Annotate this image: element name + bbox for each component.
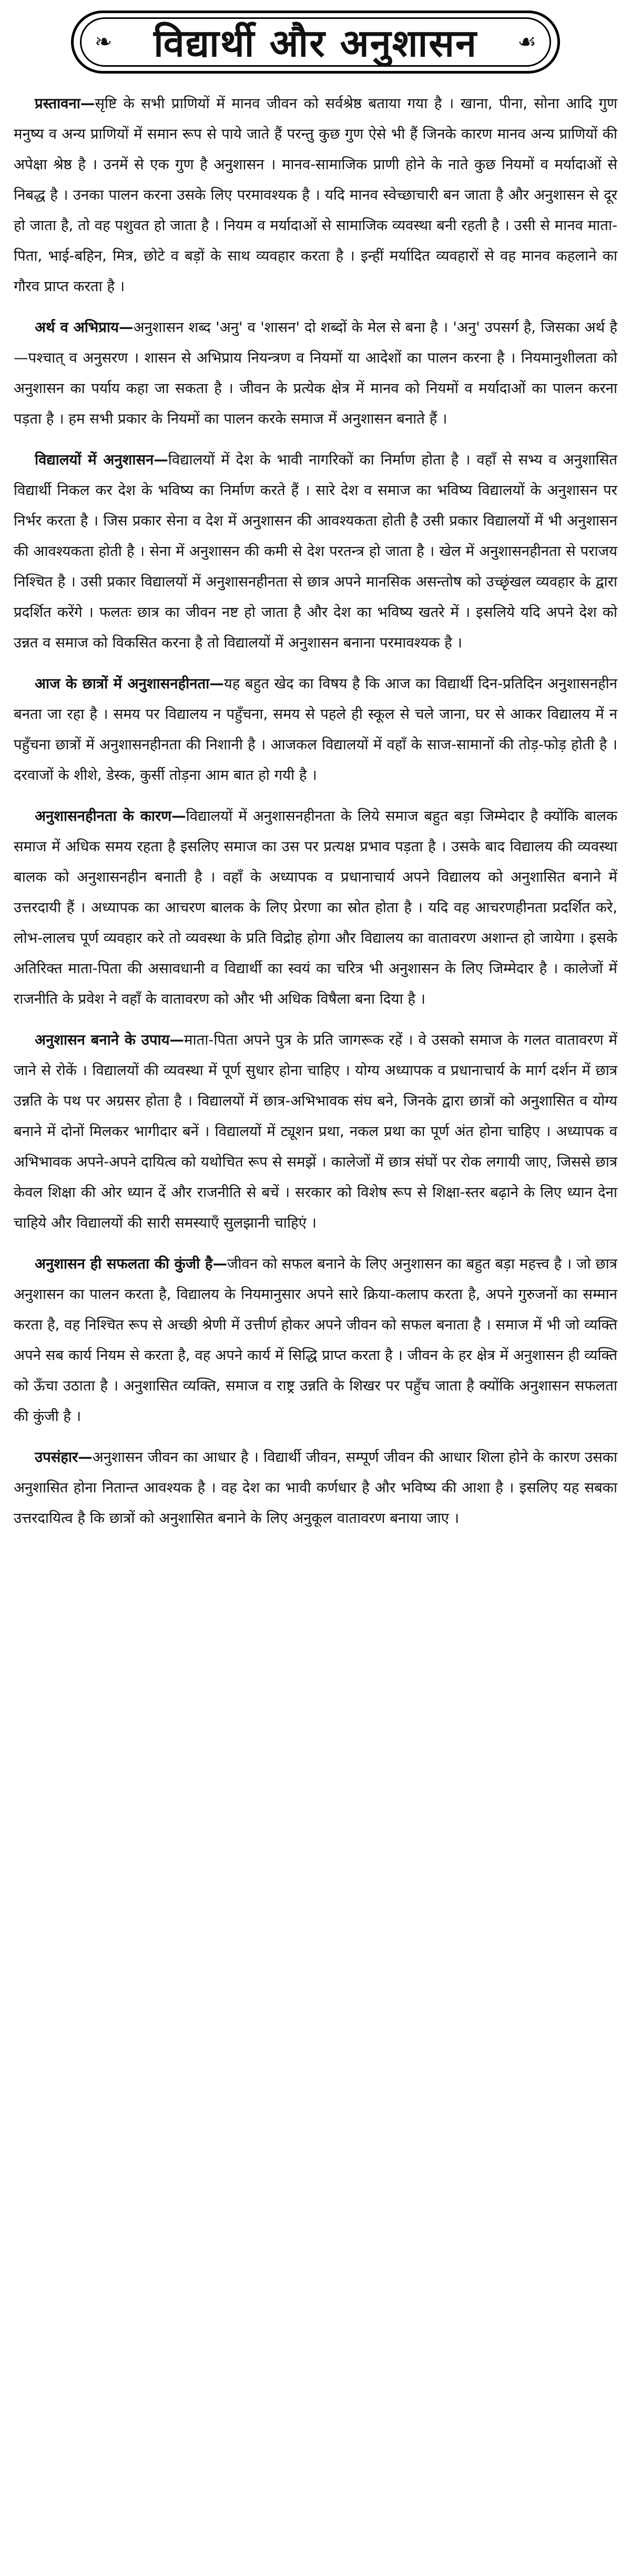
section-meaning xyxy=(14,312,617,434)
section-body: माता-पिता अपने पुत्र के प्रति जागरूक रहें । वे उसको समाज के गलत वातावरण में जाने से रोकें । विद्यालयों की व्यवस्था में पूर्ण सुधार होना चाहिए । योग्य अध्यापक व प्रधानाचार्य के मार्ग दर्शन में छात्र उन्नति के पथ पर अग्रसर होता है । विद्यालयों में छात्र-अभिभावक संघ बने, जिनके द्वारा छात्रों को अनुशासित व योग्य बनाने में दोनों मिलकर भागीदार बनें । विद्यालयों में ट्यूशन प्रथा, नकल प्रथा का पूर्ण अंत होना चाहिए । अध्यापक व अभिभावक अपने-अपने दायित्व को यथोचित रूप से समझें । कालेजों में छात्र संघों पर रोक लगायी जाए, जिससे छात्र केवल शिक्षा की ओर ध्यान दें और राजनीति से बचें । सरकार को विशेष रूप से शिक्षा-स्तर बढ़ाने के लिए ध्यान देना चाहिये और विद्यालयों की सारी समस्याएँ सुलझानी चाहिएं । xyxy=(14,1032,617,1231)
section-causes xyxy=(14,801,617,1014)
ornament-right-icon: ☙ xyxy=(517,30,536,54)
section-indiscipline-today xyxy=(14,668,617,790)
section-heading: अर्थ व अभिप्राय— xyxy=(35,319,134,336)
section-discipline-in-schools xyxy=(14,445,617,658)
section-key-to-success xyxy=(14,1249,617,1431)
section-body: जीवन को सफल बनाने के लिए अनुशासन का बहुत बड़ा महत्त्व है । जो छात्र अनुशासन का पालन करता है, विद्यालय के नियमानुसार अपने सारे क्रिया-कलाप करता है, अपने गुरुजनों का सम्मान करता है, वह निश्चित रूप से अच्छी श्रेणी में उत्तीर्ण होकर अपने जीवन को सफल बनाता है । समाज में भी जो व्यक्ति अपने सब कार्य नियम से करता है, वह अपने कार्य में सिद्धि प्राप्त करता है । जीवन के हर क्षेत्र में अनुशासन ही व्यक्ति को ऊँचा उठाता है । अनुशासित व्यक्ति, समाज व राष्ट्र उन्नति के शिखर पर पहुँच जाता है क्योंकि अनुशासन सफलता की कुंजी है । xyxy=(14,1255,617,1425)
section-heading: आज के छात्रों में अनुशासनहीनता— xyxy=(35,675,224,692)
section-body: विद्यालयों में अनुशासनहीनता के लिये समाज बहुत बड़ा जिम्मेदार है क्योंकि बालक समाज में अधिक समय रहता है इसलिए समाज का उस पर प्रत्यक्ष प्रभाव पड़ता है । उसके बाद विद्यालय की व्यवस्था बालक को अनुशासनहीन बनाती है । वहाँ के अध्यापक व प्रधानाचार्य अपने विद्यालय को अनुशासित बनाने में उत्तरदायी हैं । अध्यापक का आचरण बालक के लिए प्रेरणा का स्रोत होता है । यदि वह आचरणहीनता प्रदर्शित करे, लोभ-लालच पूर्ण व्यवहार करे तो व्यवस्था के प्रति विद्रोह होगा और विद्यालय का वातावरण अशान्त हो जायेगा । इसके अतिरिक्त माता-पिता की असावधानी व विद्यार्थी का स्वयं का चरित्र भी अनुशासन के लिए जिम्मेदार है । कालेजों में राजनीति के प्रवेश ने वहाँ के वातावरण को और भी अधिक विषैला बना दिया है । xyxy=(14,808,618,1007)
section-body: विद्यालयों में देश के भावी नागरिकों का निर्माण होता है । वहाँ से सभ्य व अनुशासित विद्यार्थी निकल कर देश के भविष्य का निर्माण करते हैं । सारे देश व समाज का भविष्य विद्यालयों के अनुशासन पर निर्भर करता है । जिस प्रकार सेना व देश में अनुशासन की आवश्यकता होती है उसी प्रकार विद्यालयों में भी अनुशासन की आवश्यकता होती है । सेना में अनुशासन की कमी से देश परतन्त्र हो जाता है । खेल में अनुशासनहीनता से पराजय निश्चित है । उसी प्रकार विद्यालयों में अनुशासनहीनता से छात्र अपने मानसिक असन्तोष को उच्छृंखल व्यवहार के द्वारा प्रदर्शित करेंगे । फलतः छात्र का जीवन नष्ट हो जाता है और देश का भविष्य खतरे में । इसलिये यदि अपने देश को उन्नत व समाज को विकसित करना है तो विद्यालयों में अनुशासन बनाना परमावश्यक है । xyxy=(14,451,617,651)
section-heading: प्रस्तावना— xyxy=(35,95,95,112)
section-heading: अनुशासनहीनता के कारण— xyxy=(35,808,186,825)
section-body: अनुशासन शब्द 'अनु' व 'शासन' दो शब्दों के मेल से बना है । 'अनु' उपसर्ग है, जिसका अर्थ है—पश्चात् व अनुसरण । शासन से अभिप्राय नियन्त्रण व नियमों या आदेशों का पालन करना है । नियमानुशीलता को अनुशासन का पर्याय कहा जा सकता है । जीवन के प्रत्येक क्षेत्र में मानव को नियमों व मर्यादाओं का पालन करना पड़ता है । हम सभी प्रकार के नियमों का पालन करके समाज में अनुशासन बनाते हैं । xyxy=(14,319,617,427)
section-heading: अनुशासन बनाने के उपाय— xyxy=(35,1032,185,1048)
section-conclusion xyxy=(14,1442,617,1533)
section-heading: विद्यालयों में अनुशासन— xyxy=(35,451,168,468)
title-banner xyxy=(71,11,560,74)
page-title: विद्यार्थी और अनुशासन xyxy=(154,21,477,65)
ornament-left-icon: ❧ xyxy=(95,30,113,54)
section-remedies xyxy=(14,1025,617,1238)
section-heading: उपसंहार— xyxy=(35,1449,93,1466)
section-introduction xyxy=(14,88,617,302)
section-heading: अनुशासन ही सफलता की कुंजी है— xyxy=(35,1255,227,1272)
section-body: यह बहुत खेद का विषय है कि आज का विद्यार्थी दिन-प्रतिदिन अनुशासनहीन बनता जा रहा है । समय पर विद्यालय न पहुँचना, समय से पहले ही स्कूल से चले जाना, घर से आकर विद्यालय में न पहुँचना छात्रों में अनुशासनहीनता की निशानी है । आजकल विद्यालयों में वहाँ के साज-सामानों की तोड़-फोड़ होती है । दरवाजों के शीशे, डेस्क, कुर्सी तोड़ना आम बात हो गयी है । xyxy=(14,675,617,784)
section-body: अनुशासन जीवन का आधार है । विद्यार्थी जीवन, सम्पूर्ण जीवन की आधार शिला होने के कारण उसका अनुशासित होना नितान्त आवश्यक है । वह देश का भावी कर्णधार है और भविष्य की आशा है । इसलिए यह सबका उत्तरदायित्व है कि छात्रों को अनुशासित बनाने के लिए अनुकूल वातावरण बनाया जाए । xyxy=(14,1449,617,1527)
section-body: सृष्टि के सभी प्राणियों में मानव जीवन को सर्वश्रेष्ठ बताया गया है । खाना, पीना, सोना आदि गुण मनुष्य व अन्य प्राणियों में समान रूप से पाये जाते हैं परन्तु कुछ गुण ऐसे भी हैं जिनके कारण मानव अन्य प्राणियों की अपेक्षा श्रेष्ठ है । उनमें से एक गुण है अनुशासन । मानव-सामाजिक प्राणी होने के नाते कुछ नियमों व मर्यादाओं से निबद्ध है । उनका पालन करना उसके लिए परमावश्यक है । यदि मानव स्वेच्छाचारी बन जाता है और अनुशासन से दूर हो जाता है, तो वह पशुवत हो जाता है । नियम व मर्यादाओं से सामाजिक व्यवस्था बनी रहती है । उसी से मानव माता-पिता, भाई-बहिन, मित्र, छोटे व बड़ों के साथ व्यवहार करता है । इन्हीं मर्यादित व्यवहारों से वह मानव कहलाने का गौरव प्राप्त करता है । xyxy=(14,95,617,295)
